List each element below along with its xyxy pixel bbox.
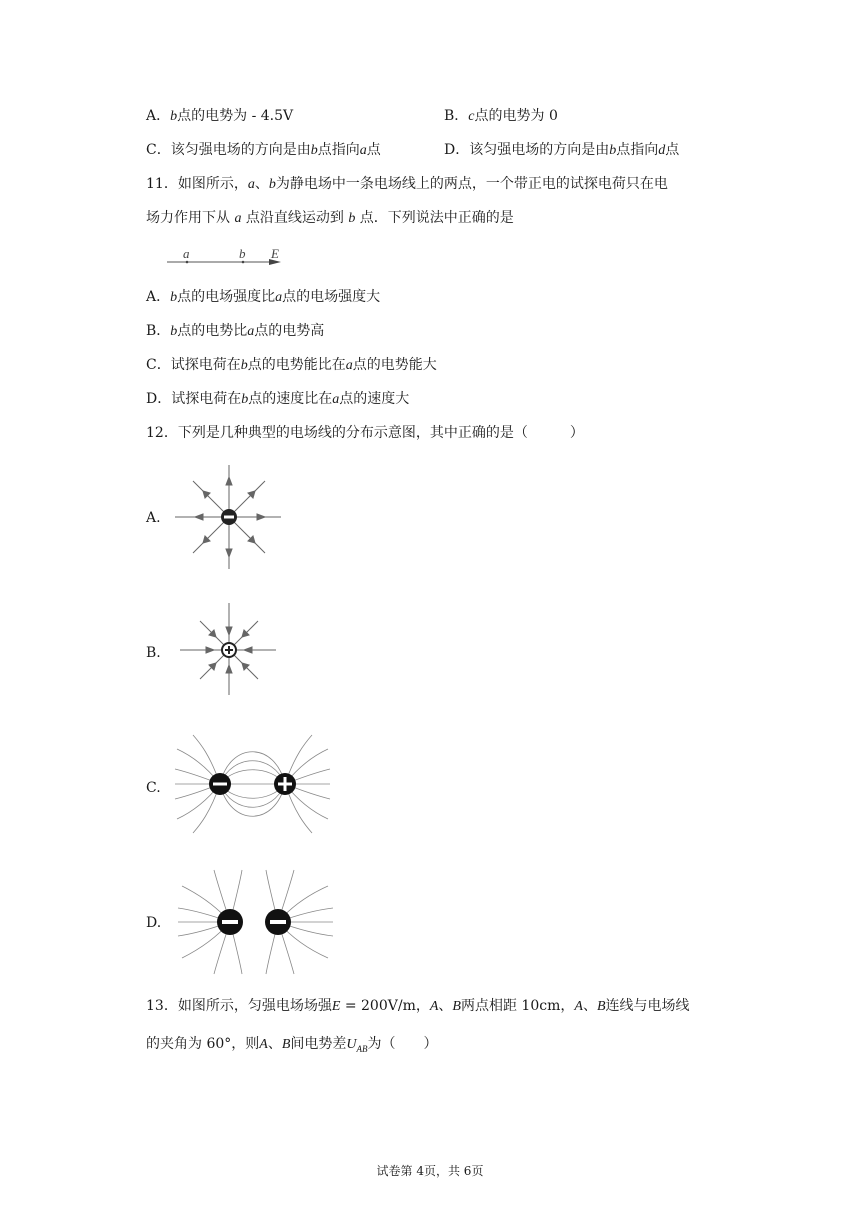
q12-label-a: A. bbox=[146, 510, 161, 526]
q12-figure-b-positive-charge bbox=[180, 603, 280, 699]
point-b-label: b bbox=[239, 246, 246, 261]
point-a-dot bbox=[186, 261, 189, 264]
q12-label-d: D. bbox=[146, 915, 162, 931]
point-a-label: a bbox=[183, 246, 190, 261]
q11-field-line-figure bbox=[165, 242, 285, 268]
q10-option-c: C．该匀强电场的方向是由b点指向a点 bbox=[146, 142, 381, 158]
q12-label-c: C. bbox=[146, 780, 161, 796]
field-label-e: E bbox=[271, 246, 279, 261]
q12-figure-c-dipole bbox=[175, 735, 330, 835]
q11-option-a: A．b点的电场强度比a点的电场强度大 bbox=[146, 289, 381, 305]
q12-figure-d-like-charges bbox=[178, 870, 333, 974]
q11-stem-line2: 场力作用下从 a 点沿直线运动到 b 点．下列说法中正确的是 bbox=[146, 210, 514, 226]
q12-stem: 12．下列是几种典型的电场线的分布示意图，其中正确的是（ ） bbox=[146, 425, 584, 441]
q10-option-d: D．该匀强电场的方向是由b点指向d点 bbox=[444, 142, 680, 158]
q12-figure-a-negative-charge bbox=[175, 465, 285, 569]
q11-option-d: D．试探电荷在b点的速度比在a点的速度大 bbox=[146, 391, 410, 407]
q13-stem-line1: 13．如图所示，匀强电场场强E = 200V/m，A、B两点相距 10cm，A、B连线与电场线 bbox=[146, 998, 690, 1014]
q10-option-a: A．b点的电势为 - 4.5V bbox=[146, 108, 294, 124]
q11-stem-line1: 11．如图所示，a、b为静电场中一条电场线上的两点，一个带正电的试探电荷只在电 bbox=[146, 176, 668, 192]
q10-option-b: B．c点的电势为 0 bbox=[444, 108, 558, 124]
q12-label-b: B. bbox=[146, 645, 161, 661]
q11-option-b: B．b点的电势比a点的电势高 bbox=[146, 323, 325, 339]
q11-option-c: C．试探电荷在b点的电势能比在a点的电势能大 bbox=[146, 357, 437, 373]
point-b-dot bbox=[242, 261, 245, 264]
q13-stem-line2: 的夹角为 60°，则A、B间电势差$U_{AB}$为（ ） bbox=[146, 1036, 438, 1054]
page-footer: 试卷第 4页，共 6页 bbox=[376, 1164, 484, 1178]
